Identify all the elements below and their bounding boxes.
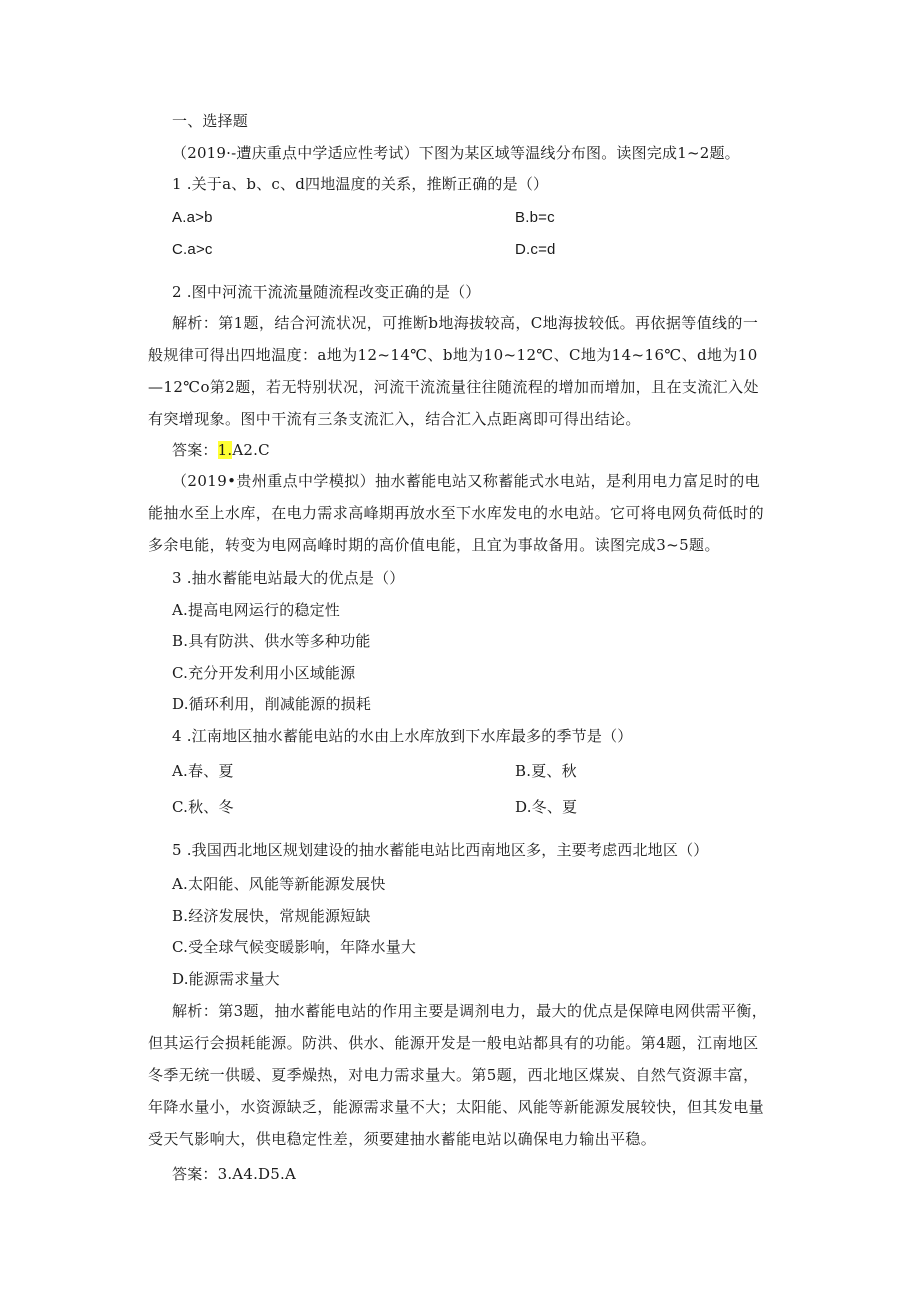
q5-option-d: D.能源需求量大 bbox=[172, 970, 280, 988]
answer-label: 答案： bbox=[172, 441, 218, 459]
q4-option-c: C.秋、冬 bbox=[172, 798, 234, 816]
q4-option-a: A.春、夏 bbox=[172, 762, 234, 780]
q3-option-b: B.具有防洪、供水等多种功能 bbox=[172, 632, 371, 650]
q2-stem: 2 .图中河流干流流量随流程改变正确的是（） bbox=[172, 283, 481, 301]
answer-highlight: 1. bbox=[217, 441, 233, 459]
q5-option-b: B.经济发展快，常规能源短缺 bbox=[172, 907, 371, 925]
q1-option-a: A.a>b bbox=[172, 209, 213, 226]
q4-stem: 4 .江南地区抽水蓄能电站的水由上水库放到下水库最多的季节是（） bbox=[172, 727, 633, 745]
q1-stem: 1 .关于a、b、c、d四地温度的关系，推断正确的是（） bbox=[172, 175, 549, 193]
q3-stem: 3 .抽水蓄能电站最大的优点是（） bbox=[172, 569, 405, 587]
q4-option-b: B.夏、秋 bbox=[515, 762, 577, 780]
answer-rest: A2.C bbox=[232, 441, 270, 459]
group2-intro: （2019•贵州重点中学模拟）抽水蓄能电站又称蓄能式水电站，是利用电力富足时的电能抽水至上水库，在电力需求高峰期再放水至下水库发电的水电站。它可将电网负荷低时的多余电能，转变为电网高峰时期的高价值电能，且宜为事故备用。读图完成3~5题。 bbox=[148, 472, 765, 554]
q5-option-c: C.受全球气候变暖影响，年降水量大 bbox=[172, 938, 417, 956]
q5-stem: 5 .我国西北地区规划建设的抽水蓄能电站比西南地区多，主要考虑西北地区（） bbox=[172, 841, 709, 859]
group2-answer: 答案：3.A4.D5.A bbox=[172, 1165, 297, 1183]
q4-option-d: D.冬、夏 bbox=[515, 798, 578, 816]
q1-option-d: D.c=d bbox=[515, 241, 556, 258]
q1-option-b: B.b=c bbox=[515, 209, 555, 226]
section-title: 一、选择题 bbox=[172, 112, 249, 130]
group1-intro: （2019·-遭庆重点中学适应性考试）下图为某区域等温线分布图。读图完成1~2题。 bbox=[172, 144, 740, 162]
q3-option-c: C.充分开发利用小区域能源 bbox=[172, 664, 356, 682]
group2-analysis: 解析：第3题，抽水蓄能电站的作用主要是调剂电力，最大的优点是保障电网供需平衡，但其运行会损耗能源。防洪、供水、能源开发是一般电站都具有的功能。第4题，江南地区冬季无统一供暖、夏季燥热，对电力需求量大。第5题，西北地区煤炭、自然气资源丰富，年降水量小，水资源缺乏，能源需求量不大；太阳能、风能等新能源发展较快，但其发电量受天气影响大，供电稳定性差，须要建抽水蓄能电站以确保电力输出平稳。 bbox=[148, 1002, 768, 1148]
group1-analysis: 解析：第1题，结合河流状况，可推断b地海拔较高，C地海拔较低。再依据等值线的一般规律可得出四地温度：a地为12~14℃、b地为10~12℃、C地为14~16℃、d地为10—12℃o第2题，若无特别状况，河流干流流量往往随流程的增加而增加，且在支流汇入处有突增现象。图中干流有三条支流汇入，结合汇入点距离即可得出结论。 bbox=[148, 314, 759, 428]
q3-option-d: D.循环利用，削减能源的损耗 bbox=[172, 695, 372, 713]
q3-option-a: A.提高电网运行的稳定性 bbox=[172, 601, 341, 619]
group1-answer bbox=[172, 440, 270, 460]
q5-option-a: A.太阳能、风能等新能源发展快 bbox=[172, 875, 386, 893]
q1-option-c: C.a>c bbox=[172, 241, 213, 258]
